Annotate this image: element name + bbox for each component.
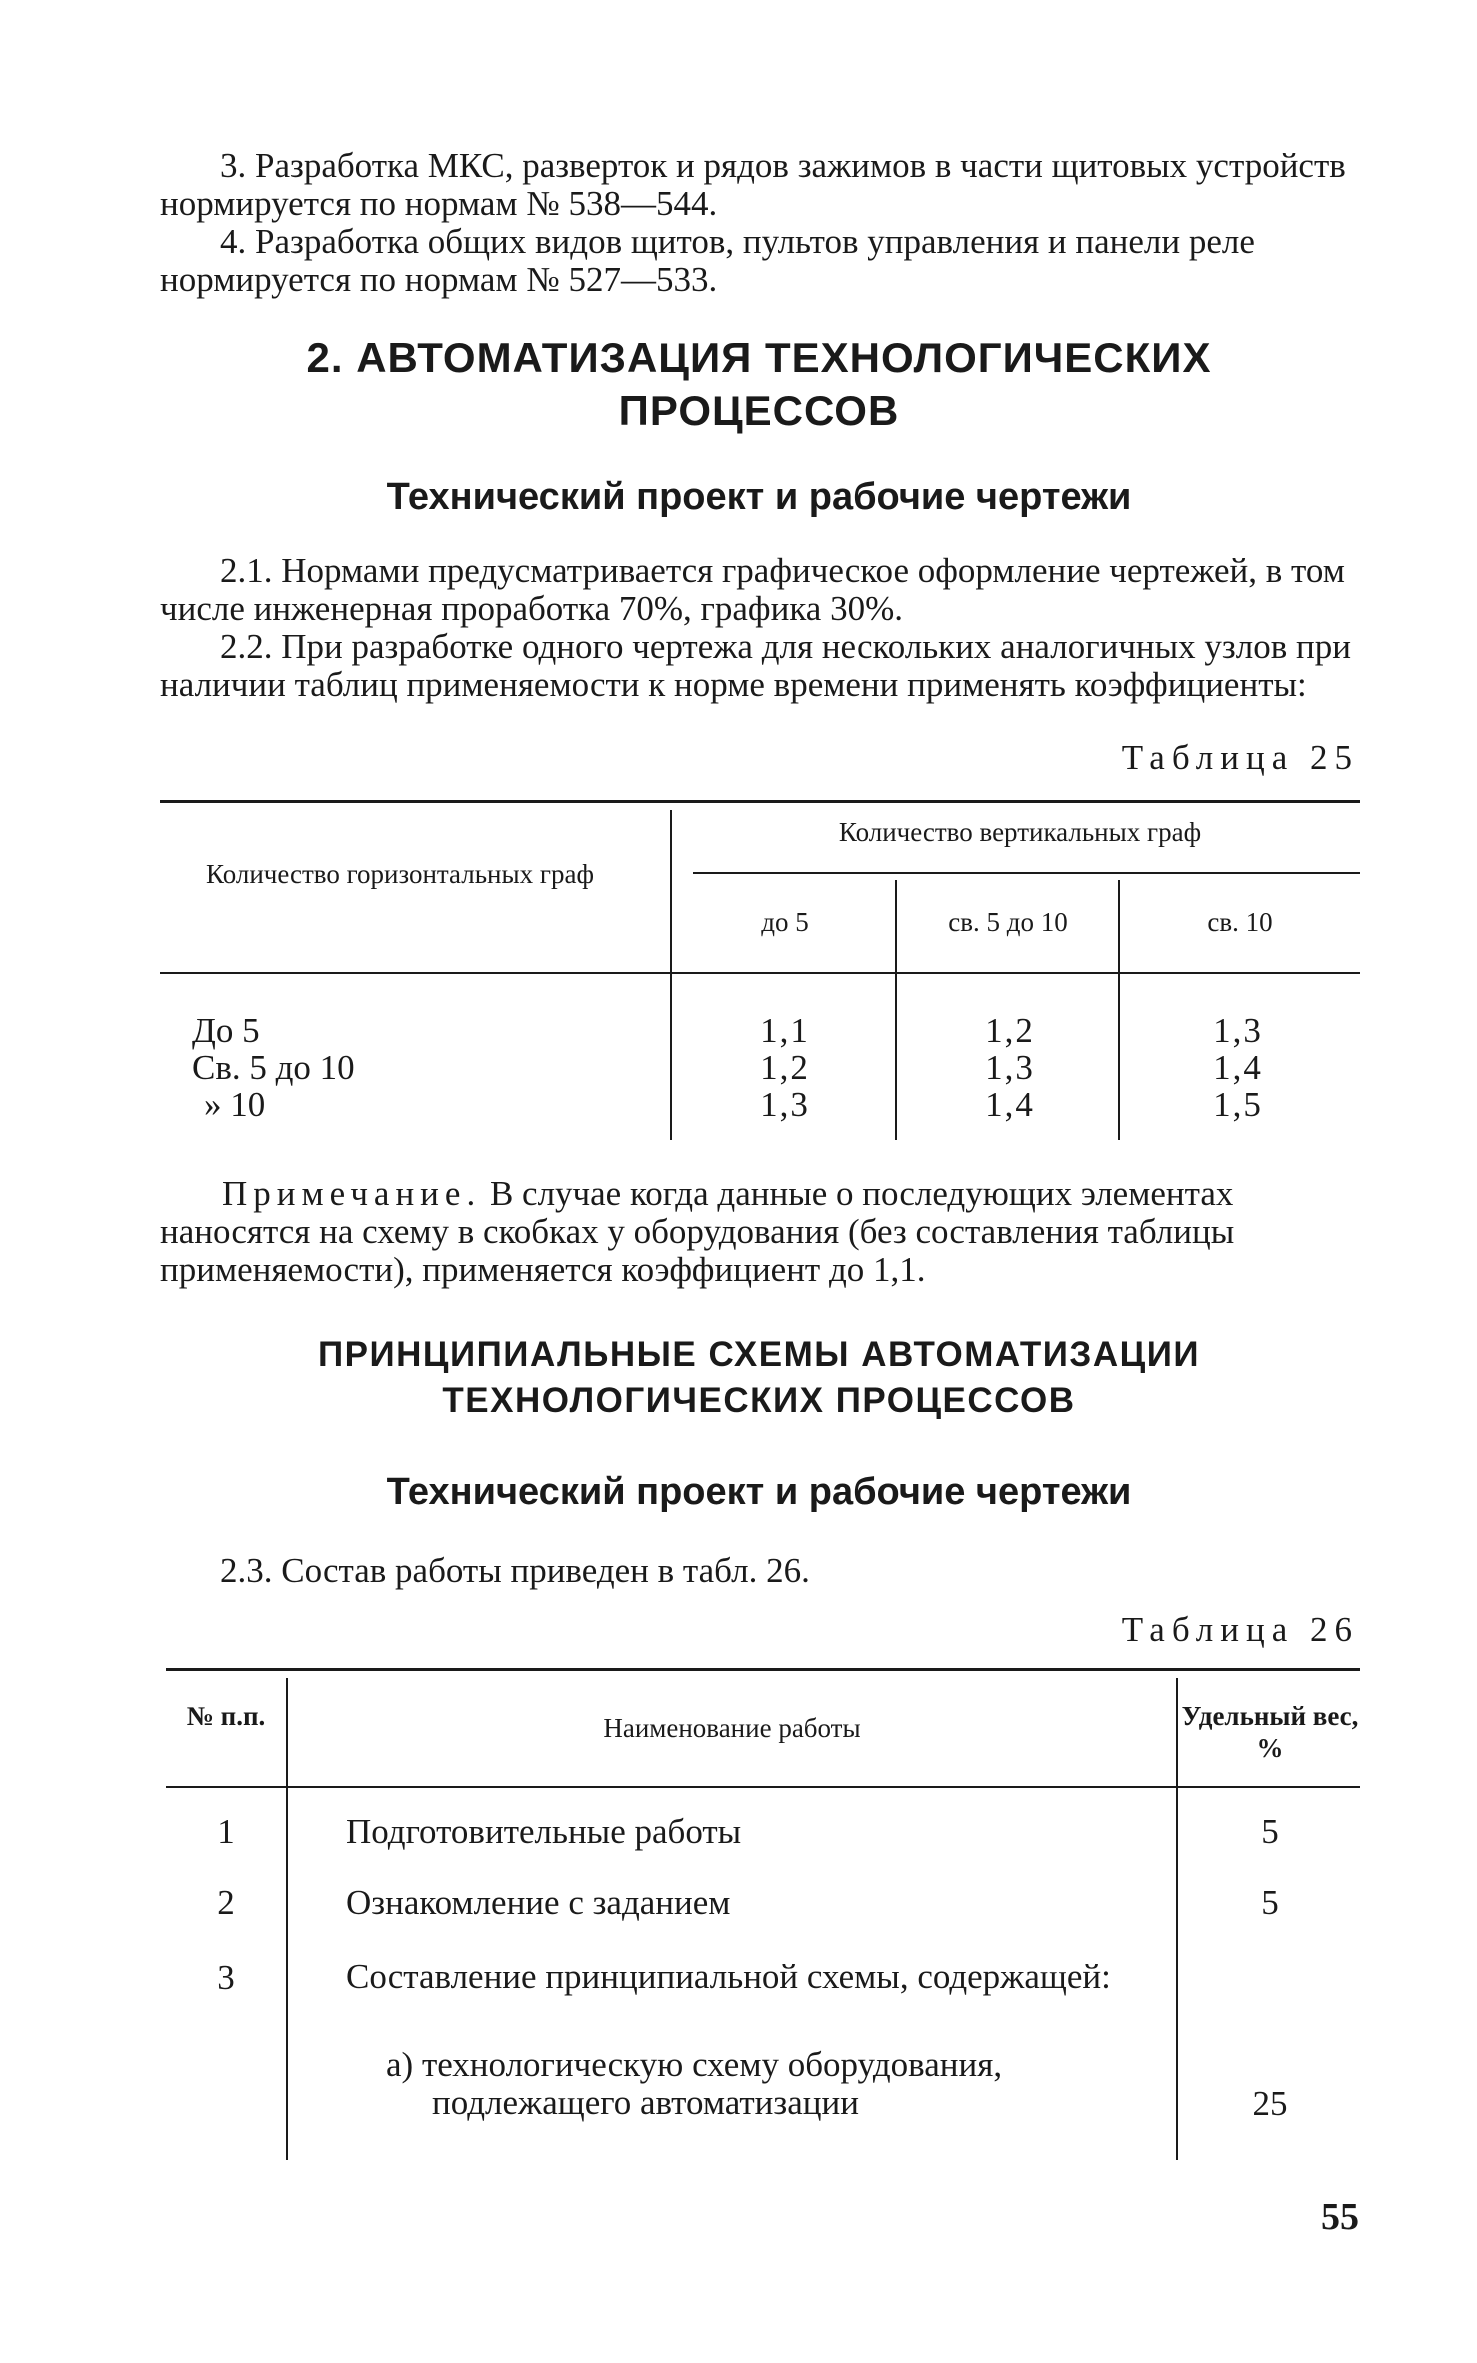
table25-vline-1 bbox=[670, 810, 672, 1140]
table26-vline-1 bbox=[286, 1678, 288, 2160]
paragraph-2-2: 2.2. При разработке одного чертежа для нескольких аналогичных узлов при наличии таблиц применяемости к норме времени применять коэффициенты: bbox=[160, 627, 1351, 704]
table25-col-group-header: Количество вертикальных граф bbox=[838, 817, 1202, 847]
table25-col-header: св. 5 до 10 bbox=[948, 907, 1068, 937]
paragraph-2-3: 2.3. Состав работы приведен в табл. 26. bbox=[220, 1551, 810, 1590]
table26-subrow-weight: 25 bbox=[1252, 2084, 1288, 2123]
table26-row-num: 1 bbox=[217, 1812, 235, 1851]
paragraph-4: 4. Разработка общих видов щитов, пультов управления и панели реле нормируется по нормам № 527—533. bbox=[160, 222, 1255, 299]
table26 bbox=[166, 1668, 1360, 2168]
table25-group-rule bbox=[693, 872, 1360, 874]
table25-row-label: Св. 5 до 10 bbox=[192, 1048, 355, 1087]
table25-col-header: до 5 bbox=[761, 907, 809, 937]
table26-label: Таблица 26 bbox=[1121, 1610, 1359, 1649]
table25-col-values bbox=[1123, 1012, 1353, 1123]
table25 bbox=[160, 800, 1360, 1145]
table26-header-name: Наименование работы bbox=[603, 1713, 861, 1743]
table25-vline-2 bbox=[895, 880, 897, 1140]
note-text: В случае когда данные о последующих элементах наносятся на схему в скобках у оборудования (без составления таблицы применяемости), применяется коэффициент до 1,1. bbox=[160, 1174, 1235, 1289]
table26-row-name: Составление принципиальной схемы, содержащей: bbox=[346, 1957, 1111, 1996]
table25-col-values bbox=[900, 1012, 1120, 1123]
table26-subrow-text: а) технологическую схему оборудования, подлежащего автоматизации bbox=[386, 2045, 1003, 2122]
table26-header-weight: Удельный вес, % bbox=[1181, 1701, 1359, 1763]
table25-top-rule bbox=[160, 800, 1360, 803]
table25-row-labels bbox=[192, 1012, 642, 1123]
section-title-line2: ПРОЦЕССОВ bbox=[618, 387, 900, 434]
section-subtitle: Технический проект и рабочие чертежи bbox=[386, 476, 1132, 518]
table25-row-label: » 10 bbox=[204, 1085, 266, 1124]
table25-cell: 1,1 bbox=[760, 1011, 810, 1050]
schemes-title-line1: ПРИНЦИПИАЛЬНЫЕ СХЕМЫ АВТОМАТИЗАЦИИ bbox=[317, 1335, 1201, 1374]
table26-row-name: Подготовительные работы bbox=[346, 1812, 742, 1851]
table26-row-weight: 5 bbox=[1261, 1883, 1279, 1922]
table25-cell: 1,3 bbox=[985, 1048, 1035, 1087]
table25-row-header: Количество горизонтальных граф bbox=[206, 859, 594, 889]
table25-cell: 1,2 bbox=[760, 1048, 810, 1087]
paragraph-2-1: 2.1. Нормами предусматривается графическое оформление чертежей, в том числе инженерная проработка 70%, графика 30%. bbox=[160, 551, 1345, 628]
table26-top-rule bbox=[166, 1668, 1360, 1671]
note-paragraph bbox=[160, 1175, 1358, 1289]
table26-row-num: 3 bbox=[217, 1958, 235, 1997]
schemes-title-line2: ТЕХНОЛОГИЧЕСКИХ ПРОЦЕССОВ bbox=[442, 1381, 1076, 1420]
table25-cell: 1,3 bbox=[1213, 1011, 1263, 1050]
table26-header-num: № п.п. bbox=[186, 1701, 266, 1731]
table25-cell: 1,5 bbox=[1213, 1085, 1263, 1124]
table25-cell: 1,3 bbox=[760, 1085, 810, 1124]
schemes-subtitle: Технический проект и рабочие чертежи bbox=[386, 1471, 1132, 1513]
paragraph-3: 3. Разработка МКС, разверток и рядов зажимов в части щитовых устройств нормируется по нормам № 538—544. bbox=[160, 146, 1346, 223]
table25-cell: 1,4 bbox=[985, 1085, 1035, 1124]
note-label: Примечание. bbox=[222, 1174, 482, 1213]
table26-row-num: 2 bbox=[217, 1883, 235, 1922]
section-title-line1: 2. АВТОМАТИЗАЦИЯ ТЕХНОЛОГИЧЕСКИХ bbox=[306, 334, 1212, 381]
table25-col-values bbox=[675, 1012, 895, 1123]
table25-label: Таблица 25 bbox=[1121, 738, 1359, 777]
table25-header-rule bbox=[160, 972, 1360, 974]
table26-row-name: Ознакомление с заданием bbox=[346, 1883, 731, 1922]
table25-row-label: До 5 bbox=[192, 1011, 260, 1050]
table26-header-rule bbox=[166, 1786, 1360, 1788]
table25-cell: 1,2 bbox=[985, 1011, 1035, 1050]
table26-row-weight: 5 bbox=[1261, 1812, 1279, 1851]
page-number: 55 bbox=[1321, 2196, 1359, 2238]
table25-cell: 1,4 bbox=[1213, 1048, 1263, 1087]
table25-col-header: св. 10 bbox=[1207, 907, 1273, 937]
